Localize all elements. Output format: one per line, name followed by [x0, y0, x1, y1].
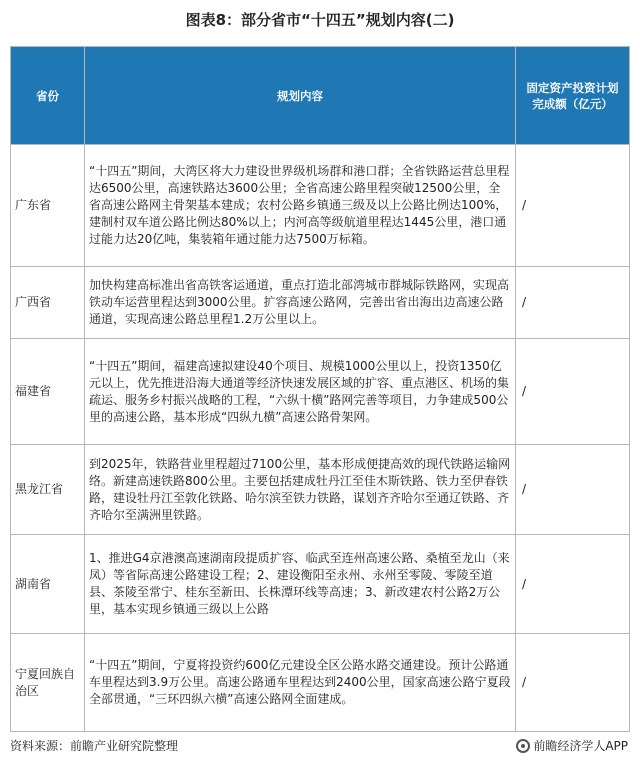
- content-cell: 到2025年，铁路营业里程超过7100公里，基本形成便捷高效的现代铁路运输网络。新建高速铁路800公里。主要包括建成牡丹江至佳木斯铁路、铁力至伊春铁路，建设牡丹江至敦化铁路、哈尔滨至铁力铁路，谋划齐齐哈尔至通辽铁路、齐齐哈尔至满洲里铁路。: [85, 445, 516, 535]
- table-header-row: [11, 47, 630, 145]
- content-cell: 1、推进G4京港澳高速湖南段提质扩容、临武至连州高速公路、桑植至龙山（来凤）等省际高速公路建设工程；2、建设衡阳至永州、永州至零陵、零陵至道县、茶陵至常宁、桂东至新田、长株潭环线等高速；3、新改建农村公路2万公里，基本实现乡镇通三级以上公路: [85, 535, 516, 634]
- province-cell: 广东省: [11, 145, 85, 267]
- source-note: 资料来源：前瞻产业研究院整理: [10, 739, 179, 753]
- content-cell: “十四五”期间，大湾区将大力建设世界级机场群和港口群；全省铁路运营总里程达6500公里，高速铁路达3600公里；全省高速公路里程突破12500公里，全省高速公路网主骨架基本建成；农村公路乡镇通三级及以上公路比例达100%，建制村双车道公路比例达80%以上；内河高等级航道里程达1445公里，港口通过能力达20亿吨，集装箱年通过能力达7500万标箱。: [85, 145, 516, 267]
- table-row: [11, 445, 630, 535]
- table-row: [11, 634, 630, 732]
- table-row: [11, 145, 630, 267]
- province-cell: 黑龙江省: [11, 445, 85, 535]
- header-content: 规划内容: [85, 47, 516, 145]
- investment-cell: /: [516, 445, 630, 535]
- table-row: [11, 267, 630, 339]
- investment-cell: /: [516, 267, 630, 339]
- chart-title: 图表8：部分省市“十四五”规划内容(二): [185, 11, 455, 29]
- province-cell: 湖南省: [11, 535, 85, 634]
- header-investment: 固定资产投资计划完成额（亿元）: [516, 47, 630, 145]
- investment-cell: /: [516, 339, 630, 445]
- content-cell: 加快构建高标准出省高铁客运通道，重点打造北部湾城市群城际铁路网，实现高铁动车运营里程达到3000公里。扩容高速公路网，完善出省出海出边高速公路通道，实现高速公路总里程1.2万公里以上。: [85, 267, 516, 339]
- province-cell: 广西省: [11, 267, 85, 339]
- table-row: [11, 535, 630, 634]
- province-cell: 宁夏回族自治区: [11, 634, 85, 732]
- investment-cell: /: [516, 535, 630, 634]
- brand-credit: [516, 737, 628, 754]
- investment-cell: /: [516, 634, 630, 732]
- content-cell: “十四五”期间，福建高速拟建设40个项目、规模1000公里以上，投资1350亿元以上，优先推进沿海大通道等经济快速发展区域的扩容、重点港区、机场的集疏运、服务乡村振兴战略的工程，“六纵十横”路网完善等项目，力争建成500公里的高速公路，基本形成“四纵九横”高速公路骨架网。: [85, 339, 516, 445]
- plan-table: [10, 46, 630, 732]
- qianzhan-logo-icon: [516, 739, 530, 753]
- province-cell: 福建省: [11, 339, 85, 445]
- table-row: [11, 339, 630, 445]
- content-cell: “十四五”期间，宁夏将投资约600亿元建设全区公路水路交通建设。预计公路通车里程达到3.9万公里。高速公路通车里程达到2400公里，国家高速公路宁夏段全部贯通，“三环四纵六横”高速公路网全面建成。: [85, 634, 516, 732]
- investment-cell: /: [516, 145, 630, 267]
- header-province: 省份: [11, 47, 85, 145]
- brand-name: 前瞻经济学人APP: [533, 739, 628, 753]
